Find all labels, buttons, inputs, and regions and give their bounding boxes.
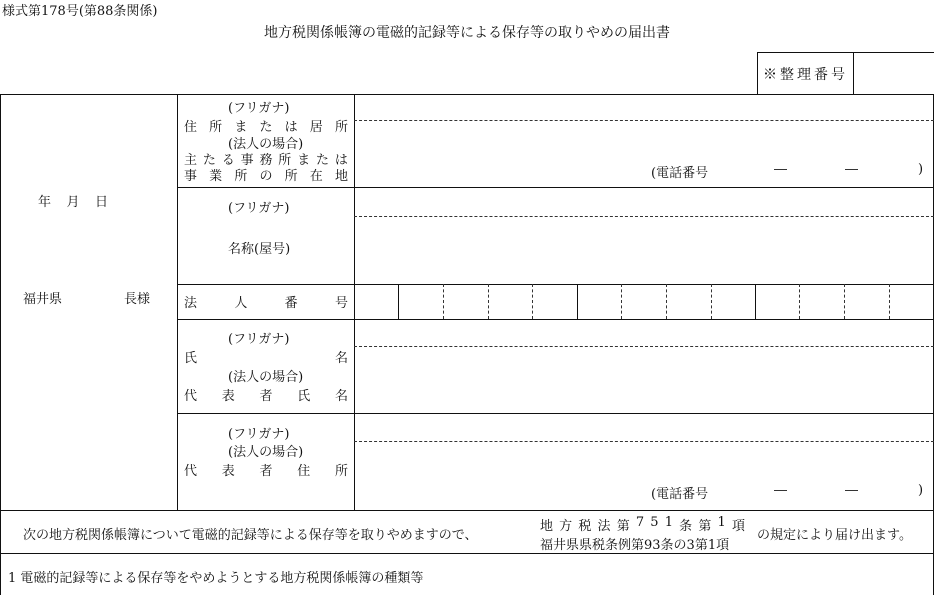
furigana-dash-4: [354, 441, 934, 442]
address-label-line2: (法人の場合): [228, 137, 304, 152]
date-line: [38, 191, 108, 210]
name-label: 名称(屋号): [228, 242, 291, 257]
rep-address-phone-dash1: ―: [774, 483, 787, 498]
table-top-border: [0, 94, 934, 95]
rep-address-phone-label: (電話番号: [651, 487, 709, 502]
address-phone-close: ): [918, 162, 924, 177]
corporate-number-field[interactable]: [356, 286, 932, 317]
declaration-law-line1: 地 方 税 法 第 7 5 1 条 第 1 項: [540, 515, 745, 534]
address-furigana: (フリガナ): [228, 101, 290, 116]
addressee-prefecture: 福井県: [23, 292, 63, 307]
rep-name-furigana-field[interactable]: [356, 321, 932, 344]
name-field[interactable]: [356, 218, 932, 282]
rep-name-label-line3: 代 表 者 氏 名: [184, 389, 348, 404]
ref-box-top: [757, 52, 934, 53]
date-day: 日: [94, 195, 108, 210]
address-field[interactable]: [356, 122, 932, 158]
rep-address-field[interactable]: [356, 443, 932, 477]
row-sep-3: [177, 319, 934, 320]
rep-address-furigana-field[interactable]: [356, 415, 932, 439]
section1-heading: 1 電磁的記録等による保存等をやめようとする地方税関係帳簿の種類等: [8, 571, 424, 586]
rep-address-phone-close: ): [918, 483, 924, 498]
form-number: 様式第178号(第88条関係): [2, 4, 158, 19]
declaration-text-before: 次の地方税関係帳簿について電磁的記録等による保存等を取りやめますので、: [23, 528, 478, 543]
left-column-divider: [177, 94, 178, 510]
rep-name-label-line2: (法人の場合): [228, 370, 304, 385]
furigana-dash-1: [354, 120, 934, 121]
row-sep-4: [177, 413, 934, 414]
address-furigana-field[interactable]: [356, 96, 932, 119]
declaration-text-after: の規定により届け出ます。: [757, 528, 912, 543]
table-left-border: [0, 94, 1, 595]
form-title: 地方税関係帳簿の電磁的記録等による保存等の取りやめの届出書: [264, 25, 670, 41]
rep-name-furigana: (フリガナ): [228, 332, 290, 347]
ref-box-divider: [853, 52, 854, 94]
reference-number-field[interactable]: [855, 54, 933, 92]
row-sep-5: [0, 510, 934, 511]
address-phone-dash1: ―: [774, 162, 787, 177]
rep-address-label-line3: 代 表 者 住 所: [184, 464, 348, 479]
name-furigana: (フリガナ): [228, 201, 290, 216]
address-label-line4: 事 業 所 の 所 在 地: [184, 169, 348, 184]
rep-address-phone-dash2: ―: [845, 483, 858, 498]
label-column-divider: [354, 94, 355, 510]
corporate-number-label: 法 人 番 号: [184, 296, 348, 311]
rep-name-label-line1: 氏 名: [184, 351, 348, 366]
addressee-honorific: 長様: [124, 292, 151, 307]
name-furigana-field[interactable]: [356, 189, 932, 214]
row-sep-2: [177, 284, 934, 285]
row-sep-1: [177, 187, 934, 188]
rep-name-field[interactable]: [356, 348, 932, 411]
furigana-dash-2: [354, 216, 934, 217]
reference-number-label: ※整理番号: [763, 67, 848, 83]
address-label-line1: 住 所 ま た は 居 所: [184, 120, 348, 135]
address-label-line3: 主 た る 事 務 所 ま た は: [184, 153, 348, 168]
rep-address-furigana: (フリガナ): [228, 427, 290, 442]
date-month: 月: [66, 195, 80, 210]
address-phone-label: (電話番号: [651, 166, 709, 181]
rep-address-label-line2: (法人の場合): [228, 445, 304, 460]
row-sep-6: [0, 553, 934, 554]
ref-box-left: [757, 52, 758, 94]
date-year: 年: [38, 195, 52, 210]
declaration-law-line2: 福井県県税条例第93条の3第1項: [540, 538, 730, 553]
furigana-dash-3: [354, 346, 934, 347]
address-phone-dash2: ―: [845, 162, 858, 177]
